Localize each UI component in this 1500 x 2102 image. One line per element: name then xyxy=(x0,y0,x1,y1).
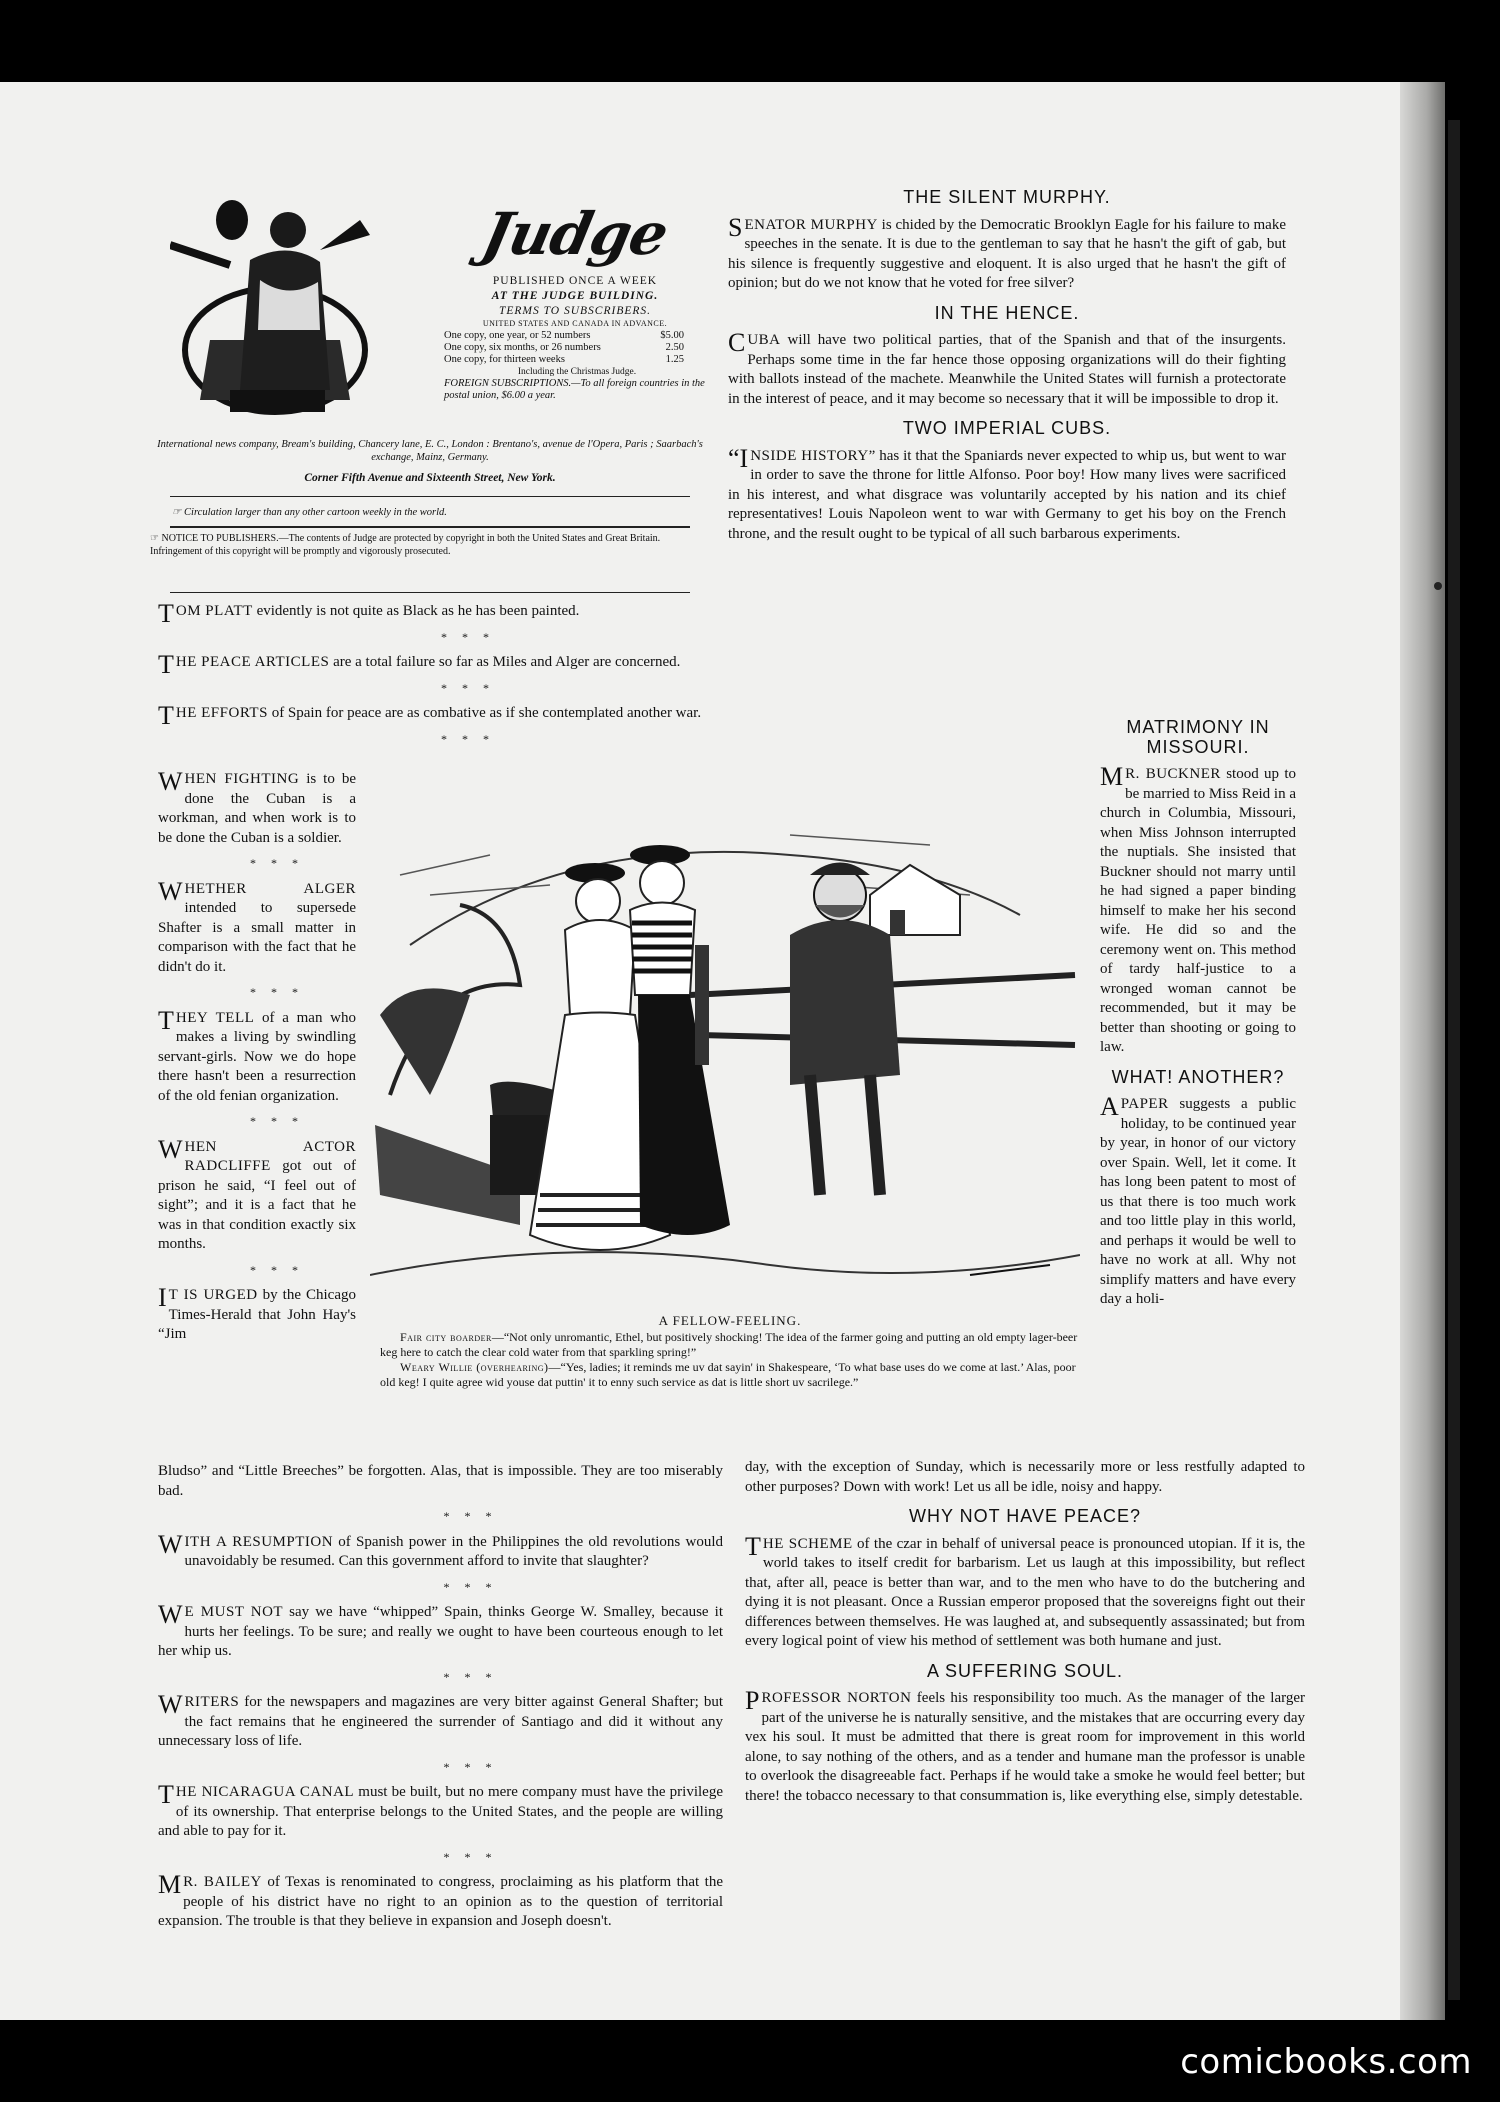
rates-table xyxy=(444,330,710,378)
paragraph: THEY TELL of a man who makes a living by swindling servant-girls. Now we do hope there hasn't been a resurrection of the old fenian organization. xyxy=(158,1005,357,1104)
right-column-top xyxy=(728,188,1286,550)
rate-row: One copy, six months, or 26 numbers 2.50 xyxy=(444,342,684,353)
section-heading: IN THE HENCE. xyxy=(934,302,1080,323)
masthead xyxy=(150,190,710,615)
paragraph: PROFESSOR NORTON feels his responsibility too much. As the manager of the larger part of the universe he is naturally sensitive, and the mistakes that are occurring every day vex his soul. It must be admitted that there is great room for improvement in this world alone, to say nothing of the others, and as a tender and humane man the professor is unable to overlook the disagreeable fact. Perhaps if he would take a smoke he would feel better; but there! the tobacco necessary to that consummation is, like everything else, simply detestable. xyxy=(745,1686,1305,1804)
paragraph: “INSIDE HISTORY” has it that the Spaniards never expected to whip us, but went to war in order to save the throne for little Alfonso. Poor boy! How many lives were sacrificed in his interest, and what disgrace was voluntarily accepted by his nation and its chief representatives! Louis Napoleon went to war with Germany to get his boy on the French throne, and the result ought to be typical of all such barbarous experiments. xyxy=(728,443,1286,542)
paragraph: M R. BUCKNER stood up to be married to Miss Reid in a church in Columbia, Missouri, when Miss Johnson interrupted the nuptials. She insisted that Buckner should not marry until he had signed a paper binding himself to make her his second wife. He did so and the ceremony went on. This method of tardy half-justice to a wronged woman cannot be recommended, but it may be better than shooting or going to law. xyxy=(1100,762,1296,1055)
paragraph: SENATOR MURPHY is chided by the Democratic Brooklyn Eagle for his failure to make speeches in the senate. It is due to the gentleman to say that he hasn't the gift of gab, but his silence is frequently suggestive and eloquent. It is also urged that he hasn't the gift of opinion; but do we not know that he voted for free silver? xyxy=(728,212,1286,291)
section-heading: WHAT! ANOTHER? xyxy=(1111,1066,1285,1087)
caption-line: Weary Willie (overhearing)—“Yes, ladies; it reminds me uv dat sayin' in Shakespeare, ‘To what base uses do we come at last.’ Alas, poor old keg! I quite agree wid youse dat puttin' it to enny such service as dat is little short uv sacrilege.” xyxy=(380,1360,1076,1389)
separator-stars: * * * xyxy=(443,1759,498,1774)
paragraph: TOM PLATT evidently is not quite as Black as he has been painted. xyxy=(158,599,580,628)
section-heading: WHY NOT HAVE PEACE? xyxy=(908,1506,1142,1526)
caption-line: Fair city boarder—“Not only unromantic, Ethel, but positively shocking! The idea of the farmer going and putting an old empty lager-beer keg here to catch the clear cold water from that sparkling spring!” xyxy=(380,1330,1078,1359)
left-narrow-column xyxy=(158,767,357,1351)
page-binding xyxy=(1400,82,1445,2020)
section-heading: MATRIMONY IN MISSOURI. xyxy=(1126,717,1270,757)
separator-stars: * * * xyxy=(443,1849,498,1864)
rate-row: One copy, one year, or 52 numbers $5.00 xyxy=(444,330,684,341)
masthead-rule xyxy=(170,592,690,593)
christmas-line: Including the Christmas Judge. xyxy=(517,367,637,377)
separator-stars: * * * xyxy=(443,1669,498,1684)
separator-stars: * * * xyxy=(250,985,304,999)
circulation-line: ☞ Circulation larger than any other cartoon weekly in the world. xyxy=(172,507,447,518)
region-line: UNITED STATES AND CANADA IN ADVANCE. xyxy=(482,319,668,328)
site-watermark: comicbooks.com xyxy=(1180,2042,1472,2082)
masthead-rule xyxy=(170,526,690,528)
paragraph: THE EFFORTS of Spain for peace are as combative as if she contemplated another war. xyxy=(158,701,702,730)
copyright-notice: ☞ NOTICE TO PUBLISHERS.—The contents of Judge are protected by copyright in both the United States and Great Britain. Infringement of this copyright will be promptly and vigorously prosecuted. xyxy=(150,533,661,557)
paragraph: THE NICARAGUA CANAL must be built, but no mere company must have the privilege of its ownership. That enterprise belongs to the United States, and the people are willing and able to pay for it. xyxy=(158,1780,723,1839)
terms-line: TERMS TO SUBSCRIBERS. xyxy=(498,305,652,317)
paragraph: W E MUST NOT say we have “whipped” Spain, thinks George W. Smalley, because it hurts her feelings. To be sure; and really we ought to have been courteous enough to let her whip us. xyxy=(158,1600,723,1659)
published-line: PUBLISHED ONCE A WEEK xyxy=(492,275,658,287)
separator-stars: * * * xyxy=(441,680,495,695)
paragraph-continued: Bludso” and “Little Breeches” be forgotten. Alas, that is impossible. They are too miserably bad. xyxy=(158,1463,723,1499)
building-line: AT THE JUDGE BUILDING. xyxy=(491,290,659,302)
paragraph-continued: day, with the exception of Sunday, which is necessarily more or less restfully adapted to other purposes? Down with work! Let us all be idle, noisy and happy. xyxy=(745,1459,1305,1495)
separator-stars: * * * xyxy=(250,1262,304,1277)
cartoon-caption xyxy=(380,1313,1080,1390)
section-heading: A SUFFERING SOUL. xyxy=(926,1660,1124,1681)
masthead-text xyxy=(440,200,710,402)
left-column-bottom xyxy=(158,1462,723,1938)
paragraph: WITH A RESUMPTION of Spanish power in the Philippines the old revolutions would unavoidably be resumed. Can this government afford to invite that slaughter? xyxy=(158,1529,723,1569)
fellow-feeling-cartoon xyxy=(370,795,1080,1315)
ink-speck xyxy=(1434,582,1442,590)
paragraph: THE SCHEME of the czar in behalf of universal peace is pronounced utopian. If it is, the world takes to itself credit for barbarism. Let us laugh at this impossibility, but reflect that, after all, peace is better than war, and to the men who have to do the butchering and dying it is not pleasant. Once a Russian emperor proposed that the sovereigns fight out their differences between themselves. He was laughed at, and subsequently assassinated; but from every logical point of view his method of settlement was both humane and just. xyxy=(745,1531,1305,1649)
rate-row: One copy, for thirteen weeks 1.25 xyxy=(444,354,684,365)
paragraph: WRITERS for the newspapers and magazines are very bitter against General Shafter; but the fact remains that he engineered the surrender of Santiago and did it without any unnecessary loss of life. xyxy=(158,1690,723,1749)
foreign-subscriptions: FOREIGN SUBSCRIPTIONS.—To all foreign countries in the postal union, $6.00 a year. xyxy=(444,378,705,401)
cartoon-title: A FELLOW-FEELING. xyxy=(658,1313,802,1328)
paragraph: WHEN FIGHTING is to be done the Cuban is a workman, and when work is to be done the Cuban is a soldier. xyxy=(158,767,356,846)
left-column-top xyxy=(158,599,718,755)
separator-stars: * * * xyxy=(250,856,304,870)
paragraph: M R. BAILEY of Texas is renominated to congress, proclaiming as his platform that the people of his district have no right to an opinion as to the question of territorial expansion. The trouble is that they believe in expansion and Joseph doesn't. xyxy=(158,1870,723,1929)
agents-line: International news company, Bream's building, Chancery lane, E. C., London : Brentano's, avenue de l'Opera, Paris ; Saarbach's exchange, Mainz, Germany. xyxy=(157,439,703,463)
separator-stars: * * * xyxy=(443,1509,498,1523)
paragraph: I T IS URGED by the Chicago Times-Herald that John Hay's “Jim xyxy=(158,1283,356,1342)
judge-logo: Judge xyxy=(476,200,674,268)
right-column-bottom xyxy=(745,1458,1305,1812)
next-page-edge xyxy=(1448,120,1460,2000)
paragraph: CUBA will have two political parties, that of the Spanish and that of the insurgents. Perhaps some time in the far hence those opposing organizations will do their fighting with ballots instead of the machete. Meanwhile the United States will furnish a protectorate in the interest of peace, and it may become so necessary that it will be impossible to drop it. xyxy=(728,328,1286,407)
paragraph: WHEN ACTOR RADCLIFFE got out of prison he said, “I feel out of sight”; and it is a fact that he was in that condition exactly six months. xyxy=(158,1134,356,1252)
masthead-rule xyxy=(170,496,690,497)
separator-stars: * * * xyxy=(250,1114,304,1128)
paragraph: THE PEACE ARTICLES are a total failure so far as Miles and Alger are concerned. xyxy=(158,650,681,679)
separator-stars: * * * xyxy=(441,731,495,746)
judge-figure-illustration xyxy=(170,190,380,420)
right-narrow-column xyxy=(1100,718,1296,1316)
paragraph: A PAPER suggests a public holiday, to be continued year by year, in honor of our victory over Spain. Well, let it come. It has long been patent to most of us that there is too much work and too little play in this world, and perhaps it would be well to have no work at all. Why not simplify matters and have every day a holi- xyxy=(1100,1092,1296,1307)
separator-stars: * * * xyxy=(443,1579,498,1594)
separator-stars: * * * xyxy=(441,629,495,644)
section-heading: THE SILENT MURPHY. xyxy=(903,187,1111,207)
section-heading: TWO IMPERIAL CUBS. xyxy=(902,418,1112,438)
address-line: Corner Fifth Avenue and Sixteenth Street, New York. xyxy=(304,472,556,484)
paragraph: WHETHER ALGER intended to supersede Shafter is a small matter in comparison with the fact that he didn't do it. xyxy=(158,876,356,975)
